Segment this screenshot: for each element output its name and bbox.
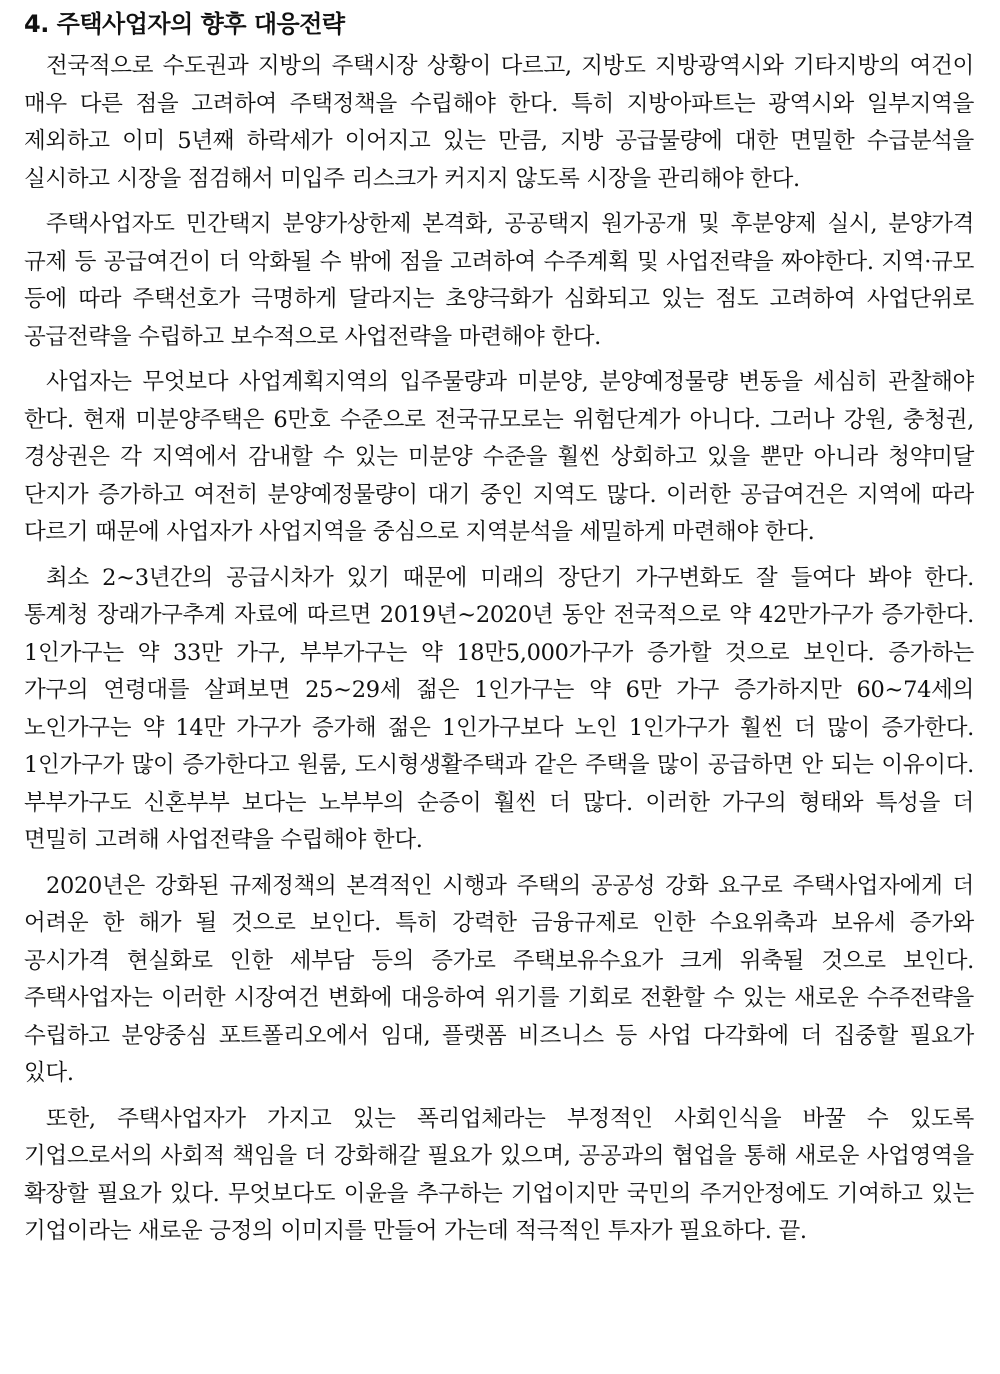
paragraph-supply-conditions: 주택사업자도 민간택지 분양가상한제 본격화, 공공택지 원가공개 및 후분양제 실시, 분양가격 규제 등 공급여건이 더 악화될 수 밖에 점을 고려하여 수주계획 및 사업전략을 짜야한다. 지역·규모 등에 따라 주택선호가 극명하게 달라지는 초양극화가 심화되고 있는 점도 고려하여 사업단위로 공급전략을 수립하고 보수적으로 사업전략을 마련해야 한다. xyxy=(24,211,974,350)
paragraph-unsold-housing: 사업자는 무엇보다 사업계획지역의 입주물량과 미분양, 분양예정물량 변동을 세심히 관찰해야 한다. 현재 미분양주택은 6만호 수준으로 전국규모로는 위험단계가 아니다. 그러나 강원, 충청권, 경상권은 각 지역에서 감내할 수 있는 미분양 수준을 훨씬 상회하고 있을 뿐만 아니라 청약미달 단지가 증가하고 여전히 분양예정물량이 대기 중인 지역도 많다. 이러한 공급여건은 지역에 따라 다르기 때문에 사업자가 사업지역을 중심으로 지역분석을 세밀하게 마련해야 한다. xyxy=(24,369,974,545)
paragraph-2020-outlook: 2020년은 강화된 규제정책의 본격적인 시행과 주택의 공공성 강화 요구로 주택사업자에게 더 어려운 한 해가 될 것으로 보인다. 특히 강력한 금융규제로 인한 수요위축과 보유세 증가와 공시가격 현실화로 인한 세부담 등의 증가로 주택보유수요가 크게 위축될 것으로 보인다. 주택사업자는 이러한 시장여건 변화에 대응하여 위기를 기회로 전환할 수 있는 새로운 수주전략을 수립하고 분양중심 포트폴리오에서 임대, 플랫폼 비즈니스 등 사업 다각화에 더 집중할 필요가 있다. xyxy=(24,872,974,1086)
paragraph-social-responsibility: 또한, 주택사업자가 가지고 있는 폭리업체라는 부정적인 사회인식을 바꿀 수 있도록 기업으로서의 사회적 책임을 더 강화해갈 필요가 있으며, 공공과의 협업을 통해 새로운 사업영역을 확장할 필요가 있다. 무엇보다도 이윤을 추구하는 기업이지만 국민의 주거안정에도 기여하고 있는 기업이라는 새로운 긍정의 이미지를 만들어 가는데 적극적인 투자가 필요하다. 끝. xyxy=(24,1105,974,1244)
section-title: 4. 주택사업자의 향후 대응전략 xyxy=(24,10,345,38)
paragraph-regional-policy: 전국적으로 수도권과 지방의 주택시장 상황이 다르고, 지방도 지방광역시와 기타지방의 여건이 매우 다른 점을 고려하여 주택정책을 수립해야 한다. 특히 지방아파트는 광역시와 일부지역을 제외하고 이미 5년째 하락세가 이어지고 있는 만큼, 지방 공급물량에 대한 면밀한 수급분석을 실시하고 시장을 점검해서 미입주 리스크가 커지지 않도록 시장을 관리해야 한다. xyxy=(24,53,974,192)
paragraph-household-change: 최소 2~3년간의 공급시차가 있기 때문에 미래의 장단기 가구변화도 잘 들여다 봐야 한다. 통계청 장래가구추계 자료에 따르면 2019년~2020년 동안 전국적으로 약 42만가구가 증가한다. 1인가구는 약 33만 가구, 부부가구는 약 18만5,000가구가 증가할 것으로 보인다. 증가하는 가구의 연령대를 살펴보면 25~29세 젊은 1인가구는 약 6만 가구 증가하지만 60~74세의 노인가구는 약 14만 가구가 증가해 젊은 1인가구보다 노인 1인가구가 훨씬 더 많이 증가한다. 1인가구가 많이 증가한다고 원룸, 도시형생활주택과 같은 주택을 많이 공급하면 안 되는 이유이다. 부부가구도 신혼부부 보다는 노부부의 순증이 훨씬 더 많다. 이러한 가구의 형태와 특성을 더 면밀히 고려해 사업전략을 수립해야 한다. xyxy=(24,564,974,853)
